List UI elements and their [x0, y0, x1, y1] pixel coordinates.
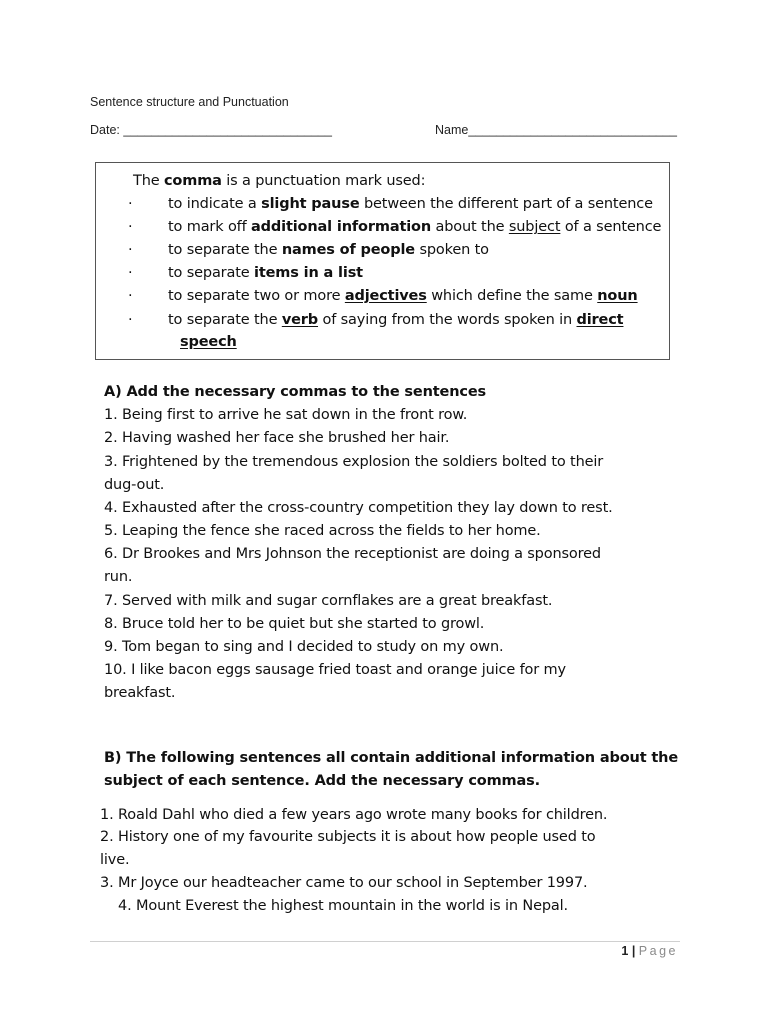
comma-rule-6: · to separate the verb of saying from the words spoken in direct — [128, 312, 624, 328]
comma-rules-box — [95, 162, 670, 360]
section-a-line: 3. Frightened by the tremendous explosion the soldiers bolted to their — [104, 454, 604, 470]
section-a-line: 1. Being first to arrive he sat down in the front row. — [104, 407, 468, 423]
footer-divider — [90, 941, 680, 942]
section-a-line: run. — [104, 569, 133, 585]
section-b-heading-line-1: B) The following sentences all contain additional information about the — [104, 750, 679, 766]
section-a-line: 2. Having washed her face she brushed her hair. — [104, 430, 450, 446]
section-a-line: breakfast. — [104, 685, 176, 701]
comma-rule-3: · to separate the names of people spoken to — [128, 242, 489, 258]
section-a-line: 6. Dr Brookes and Mrs Johnson the receptionist are doing a sponsored — [104, 546, 601, 562]
section-b-line: 3. Mr Joyce our headteacher came to our school in September 1997. — [100, 875, 588, 891]
comma-rule-1: · to indicate a slight pause between the different part of a sentence — [128, 196, 653, 212]
date-field — [90, 123, 332, 137]
section-a-line: 4. Exhausted after the cross-country competition they lay down to rest. — [104, 500, 613, 516]
name-label: Name — [435, 123, 469, 137]
section-a-line: 5. Leaping the fence she raced across the fields to her home. — [104, 523, 541, 539]
section-b-heading-line-2: subject of each sentence. Add the necessary commas. — [104, 773, 540, 789]
section-b-line: 2. History one of my favourite subjects it is about how people used to — [100, 829, 596, 845]
comma-rule-5: · to separate two or more adjectives which define the same noun — [128, 288, 638, 304]
comma-rule-4: · to separate items in a list — [128, 265, 363, 281]
section-a-line: 9. Tom began to sing and I decided to study on my own. — [104, 639, 504, 655]
bullet-icon: · — [128, 196, 133, 212]
page-word: Page — [638, 944, 678, 958]
comma-rule-6-continuation: speech — [180, 334, 237, 350]
page-number: 1 — [621, 944, 629, 958]
date-blank: ______________________________ — [123, 123, 332, 137]
comma-rule-2: · to mark off additional information about the subject of a sentence — [128, 219, 662, 235]
bullet-icon: · — [128, 242, 133, 258]
page-separator: | — [631, 944, 636, 958]
date-label: Date: — [90, 123, 120, 137]
name-blank: ______________________________ — [468, 123, 677, 137]
section-a-heading: A) Add the necessary commas to the sentences — [104, 384, 486, 400]
section-b-line: 1. Roald Dahl who died a few years ago wrote many books for children. — [100, 807, 608, 823]
comma-intro: The comma is a punctuation mark used: — [133, 173, 426, 189]
bullet-icon: · — [128, 265, 133, 281]
document-title: Sentence structure and Punctuation — [90, 95, 289, 109]
name-field — [435, 123, 677, 137]
section-a-line: 10. I like bacon eggs sausage fried toast and orange juice for my — [104, 662, 566, 678]
section-b-line: live. — [100, 852, 130, 868]
section-a-line: dug-out. — [104, 477, 165, 493]
bullet-icon: · — [128, 288, 133, 304]
bullet-icon: · — [128, 312, 133, 328]
section-b-line: 4. Mount Everest the highest mountain in the world is in Nepal. — [118, 898, 568, 914]
section-a-line: 7. Served with milk and sugar cornflakes are a great breakfast. — [104, 593, 553, 609]
bullet-icon: · — [128, 219, 133, 235]
section-a-line: 8. Bruce told her to be quiet but she started to growl. — [104, 616, 485, 632]
page-footer — [621, 944, 678, 958]
